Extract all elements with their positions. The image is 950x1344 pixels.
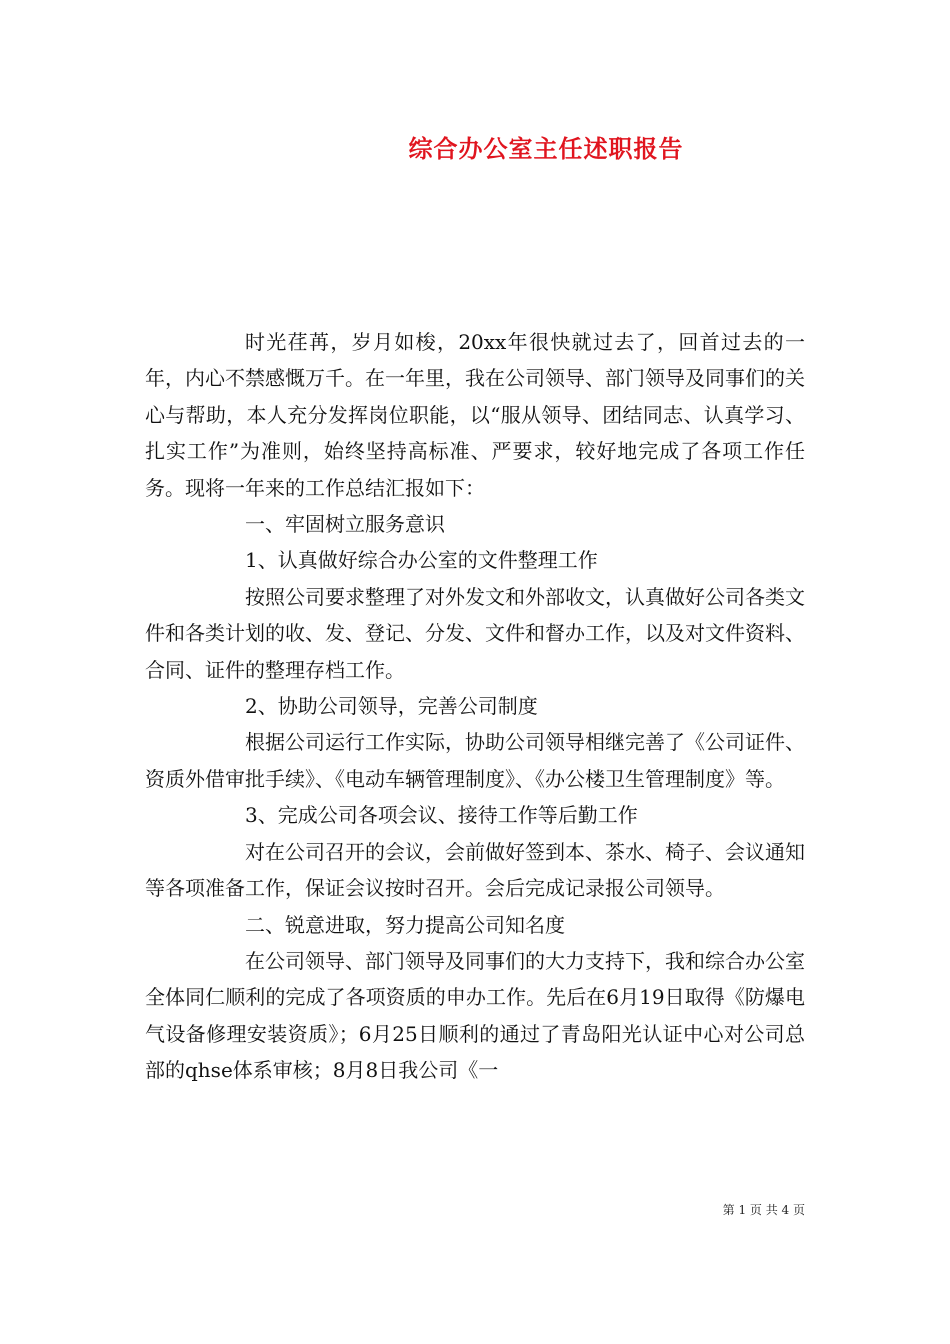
document-body [145, 324, 805, 1089]
paragraph-intro: 时光荏苒，岁月如梭，20xx年很快就过去了，回首过去的一年，内心不禁感慨万千。在一年里，我在公司领导、部门领导及同事们的关心与帮助，本人充分发挥岗位职能，以“服从领导、团结同志、认真学习、扎实工作”为准则，始终坚持高标准、严要求，较好地完成了各项工作任务。现将一年来的工作总结汇报如下： [145, 330, 805, 500]
subsection-heading-2: 2、协助公司领导，完善公司制度 [245, 694, 538, 719]
section-heading-1: 一、牢固树立服务意识 [245, 512, 445, 537]
document-title: 综合办公室主任述职报告 [408, 134, 684, 163]
section-heading-2: 二、锐意进取，努力提高公司知名度 [245, 912, 565, 937]
paragraph-meetings: 对在公司召开的会议，会前做好签到本、茶水、椅子、会议通知等各项准备工作，保证会议按时召开。会后完成记录报公司领导。 [145, 839, 805, 901]
subsection-heading-3: 3、完成公司各项会议、接待工作等后勤工作 [245, 803, 638, 828]
paragraph-policies: 根据公司运行工作实际，协助公司领导相继完善了《公司证件、资质外借审批手续》、《电动车辆管理制度》、《办公楼卫生管理制度》等。 [145, 730, 805, 791]
subsection-heading-1: 1、认真做好综合办公室的文件整理工作 [245, 548, 598, 573]
paragraph-file-management: 按照公司要求整理了对外发文和外部收文，认真做好公司各类文件和各类计划的收、发、登记、分发、文件和督办工作，以及对文件资料、合同、证件的整理存档工作。 [145, 584, 805, 682]
paragraph-qualifications: 在公司领导、部门领导及同事们的大力支持下，我和综合办公室全体同仁顺利的完成了各项资质的申办工作。先后在6月19日取得《防爆电气设备修理安装资质》；6月25日顺利的通过了青岛阳光认证中心对公司总部的qhse体系审核；8月8日我公司《一 [145, 948, 805, 1083]
page-footer: 第 1 页 共 4 页 [722, 1203, 805, 1217]
